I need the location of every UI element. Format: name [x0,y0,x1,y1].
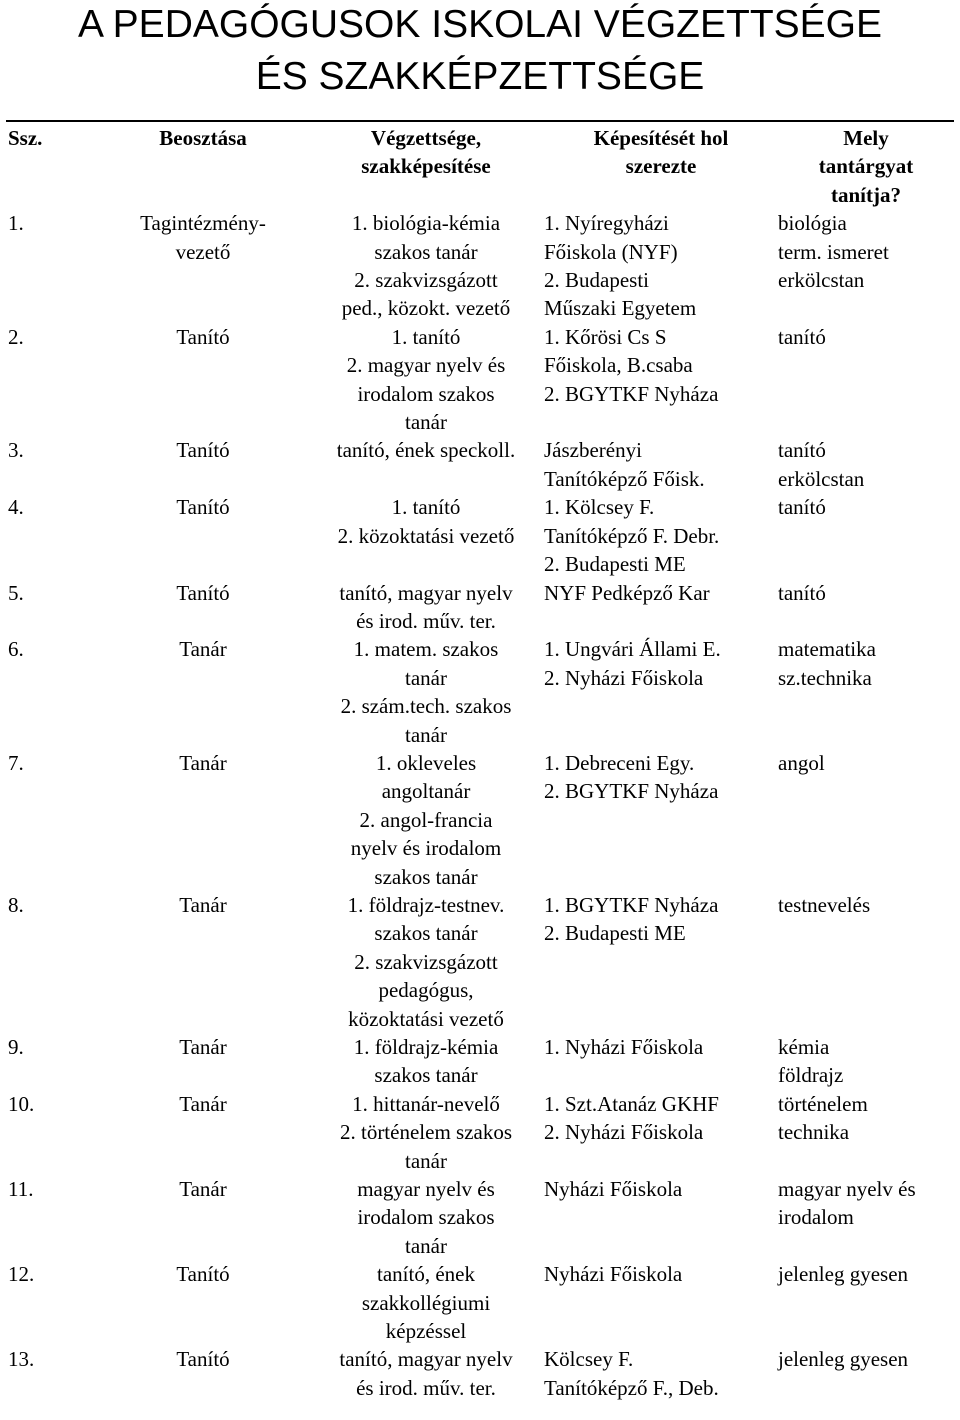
cell-text: Tanár [179,637,227,662]
cell-beosztasa [98,1033,308,1090]
cell-text: pedagógus, [378,978,474,1003]
cell-beosztasa [98,749,308,891]
cell-text: történelem [778,1091,868,1116]
header-text: Beosztása [159,126,247,150]
cell-vegzettsege [308,1260,544,1345]
cell-ssz [6,209,98,323]
cell-text: Főiskola (NYF) [544,239,678,264]
cell-text: Tanító [176,495,230,520]
cell-text: 2. BGYTKF Nyháza [544,381,719,406]
cell-tantargy [778,493,954,578]
cell-text: szakkollégiumi [361,1290,491,1315]
cell-tantargy [778,1175,954,1260]
cell-text: angol [778,750,825,775]
cell-text: Nyházi Főiskola [544,1177,683,1202]
cell-text: 2. Budapesti ME [544,552,686,577]
cell-text: 1. okleveles [375,750,477,775]
cell-text: 2. Nyházi Főiskola [544,1120,704,1145]
cell-vegzettsege [308,749,544,891]
table-row [6,891,954,1033]
cell-text: tanító [778,438,826,463]
cell-text: Tanár [179,750,227,775]
table-row [6,436,954,493]
cell-text: tanár [405,722,447,747]
cell-text: és irod. műv. ter. [356,608,496,633]
cell-text: 1. tanító [391,495,461,520]
cell-kepesites-helye [544,1090,778,1175]
cell-text: 12. [8,1262,35,1287]
cell-beosztasa [98,579,308,636]
cell-text: 5. [8,580,24,605]
cell-tantargy [778,579,954,636]
cell-text: ped., közokt. vezető [341,296,511,321]
cell-text: 2. angol-francia [359,807,493,832]
table-row [6,1090,954,1175]
cell-text: Tanár [179,1091,227,1116]
cell-text: szakos tanár [374,239,478,264]
cell-text: Műszaki Egyetem [544,296,697,321]
cell-text: 2. közoktatási vezető [337,523,515,548]
cell-text: 7. [8,750,24,775]
cell-text: Nyházi Főiskola [544,1262,683,1287]
cell-ssz [6,749,98,891]
table-row [6,1175,954,1260]
cell-ssz [6,1090,98,1175]
cell-text: 1. földrajz-kémia [353,1035,499,1059]
cell-text: Tanítóképző Főisk. [544,466,705,491]
cell-vegzettsege [308,1033,544,1090]
cell-text: tanár [405,665,447,690]
cell-text: 10. [8,1091,35,1116]
cell-text: irodalom szakos [357,381,495,406]
cell-tantargy [778,1260,954,1345]
cell-beosztasa [98,1345,308,1402]
cell-text: angoltanár [381,779,471,804]
cell-kepesites-helye [544,323,778,437]
cell-ssz [6,579,98,636]
cell-kepesites-helye [544,1033,778,1090]
cell-text: 1. Ungvári Állami E. [544,637,721,662]
cell-text: tanító, magyar nyelv [339,1347,513,1372]
cell-text: 1. Nyházi Főiskola [544,1035,704,1059]
header-cell-vegzettsege [308,124,544,209]
cell-beosztasa [98,323,308,437]
cell-ssz [6,323,98,437]
cell-tantargy [778,323,954,437]
header-cell-ssz [6,124,98,209]
cell-text: Tanítóképző F., Deb. [544,1375,719,1400]
cell-text: Tanító [176,1262,230,1287]
cell-text: 2. szakvizsgázott [354,949,498,974]
cell-text: 1. Szt.Atanáz GKHF [544,1091,719,1116]
cell-text: 2. [8,324,24,349]
cell-vegzettsege [308,635,544,749]
cell-text: nyelv és irodalom [350,836,502,861]
cell-tantargy [778,891,954,1033]
cell-text: 2. magyar nyelv és [346,353,506,378]
table-row [6,635,954,749]
cell-kepesites-helye [544,635,778,749]
header-text: Ssz. [8,126,43,150]
cell-ssz [6,1033,98,1090]
table-row [6,209,954,323]
cell-text: Tanító [176,324,230,349]
header-text: Végzettsége, [370,126,482,150]
cell-text: 2. Budapesti ME [544,921,686,946]
cell-text: 1. matem. szakos [353,637,499,662]
document-title-line-2: ÉS SZAKKÉPZETTSÉGE [255,55,705,98]
cell-beosztasa [98,209,308,323]
cell-tantargy [778,749,954,891]
cell-vegzettsege [308,579,544,636]
header-cell-beosztasa [98,124,308,209]
cell-text: és irod. műv. ter. [356,1375,496,1400]
cell-text: tanár [405,1233,447,1258]
cell-vegzettsege [308,1090,544,1175]
cell-beosztasa [98,436,308,493]
cell-text: 3. [8,438,24,463]
cell-beosztasa [98,635,308,749]
cell-ssz [6,436,98,493]
table-row [6,1345,954,1402]
cell-beosztasa [98,1175,308,1260]
header-cell-tantargy [778,124,954,209]
cell-kepesites-helye [544,493,778,578]
cell-vegzettsege [308,493,544,578]
cell-text: testnevelés [778,892,871,917]
cell-text: technika [778,1120,850,1145]
cell-text: 4. [8,495,24,520]
cell-text: Tanítóképző F. Debr. [544,523,720,548]
teachers-table [6,124,954,1402]
cell-kepesites-helye [544,209,778,323]
header-text: Képesítését hol [593,126,729,150]
table-row [6,749,954,891]
cell-vegzettsege [308,891,544,1033]
table-row [6,579,954,636]
cell-text: kémia [778,1035,830,1059]
header-text: szerezte [625,154,697,179]
cell-text: Kölcsey F. [544,1347,634,1372]
cell-text: Tanító [176,438,230,463]
cell-text: tanító, ének [377,1262,475,1287]
cell-kepesites-helye [544,1175,778,1260]
cell-vegzettsege [308,209,544,323]
cell-ssz [6,1260,98,1345]
cell-kepesites-helye [544,1260,778,1345]
cell-ssz [6,493,98,578]
cell-text: 2. szám.tech. szakos [340,694,512,719]
cell-text: 1. tanító [391,324,461,349]
cell-beosztasa [98,493,308,578]
table-row [6,1260,954,1345]
cell-text: erkölcstan [778,466,865,491]
cell-text: 2. szakvizsgázott [354,268,498,293]
cell-beosztasa [98,1260,308,1345]
cell-text: 1. BGYTKF Nyháza [544,892,719,917]
cell-text: tanító [778,324,826,349]
cell-kepesites-helye [544,891,778,1033]
cell-text: Tagintézmény- [140,211,266,236]
cell-text: 9. [8,1035,24,1059]
cell-tantargy [778,1090,954,1175]
cell-text: tanító [778,495,826,520]
cell-text: matematika [778,637,876,662]
cell-text: képzéssel [385,1319,467,1344]
cell-text: jelenleg gyesen [778,1347,909,1372]
header-text: tanítja? [831,182,901,207]
table-row [6,1033,954,1090]
cell-vegzettsege [308,1345,544,1402]
cell-text: szakos tanár [374,921,478,946]
cell-text: Tanár [179,892,227,917]
cell-text: 2. Nyházi Főiskola [544,665,704,690]
cell-kepesites-helye [544,579,778,636]
cell-text: biológia [778,211,847,236]
cell-text: jelenleg gyesen [778,1262,909,1287]
cell-text: 1. [8,211,24,236]
table-header-row [6,124,954,209]
cell-text: 1. földrajz-testnev. [347,892,505,917]
cell-text: irodalom [778,1205,854,1230]
cell-text: irodalom szakos [357,1205,495,1230]
cell-text: földrajz [778,1063,844,1088]
cell-text: 8. [8,892,24,917]
cell-text: Tanító [176,1347,230,1372]
cell-vegzettsege [308,436,544,493]
cell-kepesites-helye [544,436,778,493]
cell-text: 2. történelem szakos [339,1120,513,1145]
table-row [6,493,954,578]
cell-text: 1. Debreceni Egy. [544,750,695,775]
header-text: Mely [843,126,889,150]
cell-text: 2. Budapesti [544,268,649,293]
table-body [6,209,954,1402]
cell-tantargy [778,1345,954,1402]
cell-text: tanár [405,1148,447,1173]
cell-ssz [6,891,98,1033]
cell-text: 1. biológia-kémia [351,211,501,236]
cell-beosztasa [98,891,308,1033]
cell-text: 1. hittanár-nevelő [352,1091,500,1116]
cell-text: sz.technika [778,665,872,690]
cell-text: szakos tanár [374,864,478,889]
cell-text: Tanár [179,1177,227,1202]
cell-text: közoktatási vezető [348,1006,504,1031]
cell-ssz [6,635,98,749]
cell-kepesites-helye [544,1345,778,1402]
header-cell-kepesites-helye [544,124,778,209]
cell-tantargy [778,1033,954,1090]
cell-text: Tanító [176,580,230,605]
cell-text: tanító [778,580,826,605]
cell-text: magyar nyelv és [778,1177,916,1202]
cell-text: Főiskola, B.csaba [544,353,693,378]
cell-text: erkölcstan [778,268,865,293]
cell-text: magyar nyelv és [357,1177,495,1202]
cell-text: tanár [405,410,447,435]
cell-text: term. ismeret [778,239,889,264]
header-text: tantárgyat [818,154,914,179]
header-text: szakképesítése [361,154,491,179]
cell-text: 1. Kőrösi Cs S [544,324,667,349]
cell-text: Tanár [179,1035,227,1059]
cell-vegzettsege [308,323,544,437]
cell-vegzettsege [308,1175,544,1260]
cell-beosztasa [98,1090,308,1175]
cell-text: tanító, ének speckoll. [336,438,516,463]
cell-text: 2. BGYTKF Nyháza [544,779,719,804]
cell-text: Jászberényi [544,438,642,463]
cell-ssz [6,1345,98,1402]
cell-text: 13. [8,1347,35,1372]
cell-text: 6. [8,637,24,662]
title-divider [6,120,954,122]
cell-text: vezető [175,239,231,264]
cell-text: tanító, magyar nyelv [339,580,513,605]
table-header [6,124,954,209]
cell-text: szakos tanár [374,1063,478,1088]
cell-text: NYF Pedképző Kar [544,580,710,605]
cell-tantargy [778,436,954,493]
cell-tantargy [778,209,954,323]
cell-text: 1. Nyíregyházi [544,211,669,236]
cell-text: 11. [8,1177,34,1202]
cell-tantargy [778,635,954,749]
cell-ssz [6,1175,98,1260]
table-row [6,323,954,437]
cell-kepesites-helye [544,749,778,891]
document-title-line-1: A PEDAGÓGUSOK ISKOLAI VÉGZETTSÉGE [77,3,883,46]
cell-text: 1. Kölcsey F. [544,495,655,520]
